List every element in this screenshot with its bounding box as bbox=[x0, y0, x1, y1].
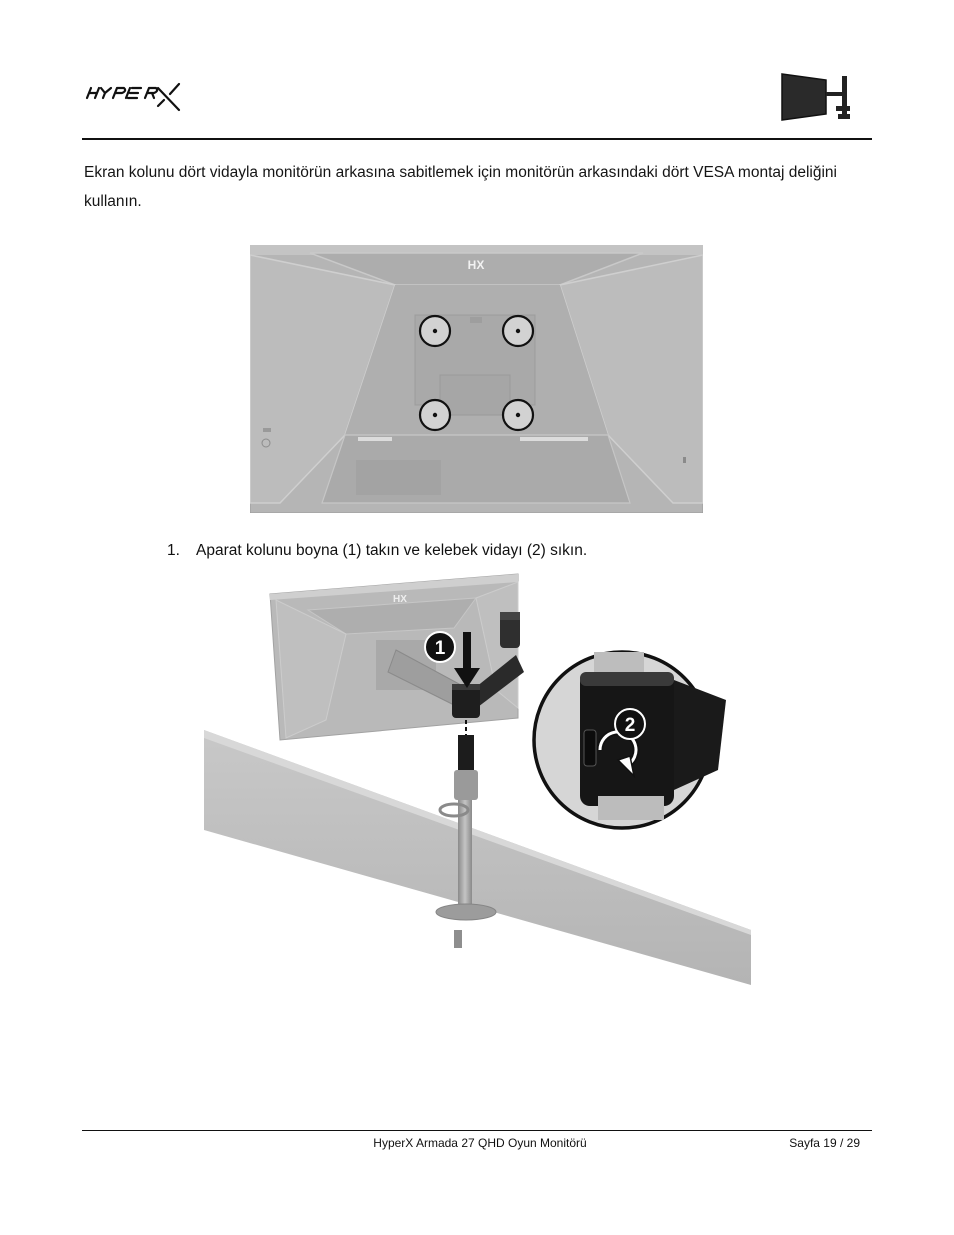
footer-page-number: Sayfa 19 / 29 bbox=[789, 1136, 860, 1150]
hyperx-logo bbox=[84, 80, 184, 112]
step-text: Aparat kolunu boyna (1) takın ve kelebek vidayı (2) sıkın. bbox=[196, 542, 588, 559]
intro-paragraph: Ekran kolunu dört vidayla monitörün arkasına sabitlemek için monitörün arkasındaki dört VESA montaj deliğini kullanın. bbox=[84, 164, 837, 210]
monitor-logo: HX bbox=[467, 258, 485, 272]
vesa-holes-illustration bbox=[250, 245, 703, 513]
callout-1: 1 bbox=[434, 638, 446, 659]
step-number: 1. bbox=[167, 542, 180, 559]
monitor-logo: HX bbox=[393, 594, 407, 605]
arm-attach-illustration bbox=[196, 570, 756, 990]
header-divider bbox=[82, 138, 872, 140]
monitor-arm-icon bbox=[778, 70, 854, 126]
footer-divider bbox=[82, 1130, 872, 1131]
list-item bbox=[167, 539, 847, 563]
footer-document-title: HyperX Armada 27 QHD Oyun Monitörü bbox=[373, 1136, 587, 1150]
step-list bbox=[167, 539, 847, 563]
callout-2: 2 bbox=[624, 715, 636, 736]
